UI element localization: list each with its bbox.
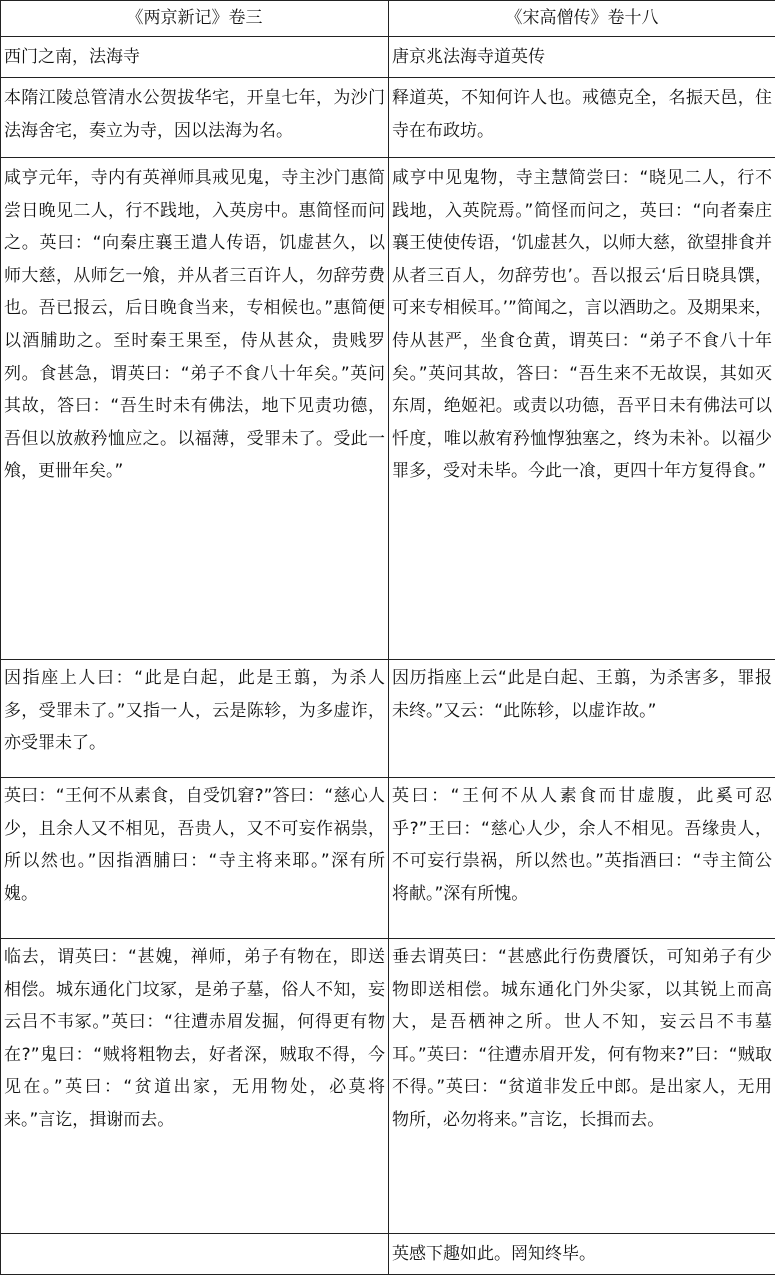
cell-left-empty [1,1234,389,1275]
cell-left: 英曰：“王何不从素食，自受饥窘?”答曰：“慈心人少，且余人又不相见，吾贵人，又不可妄作祸祟，所以然也。”因指酒脯曰：“寺主将来耶。”深有所媿。 [1,778,389,939]
cell-right: 释道英，不知何许人也。戒德克全，名振天邑，住寺在布政坊。 [389,78,775,158]
table-row [1,37,775,78]
cell-left: 咸亨元年，寺内有英禅师具戒见鬼，寺主沙门惠简尝日晚见二人，行不践地，入英房中。惠简怪而问之。英曰：“向秦庄襄王遣人传语，饥虚甚久，以师大慈，从师乞一飧，并从者三百许人，勿辞劳费也。吾已报云，后日晚食当来，专相候也。”惠简便以酒脯助之。至时秦王果至，侍从甚众，贵贱罗列。食甚急，谓英曰：“弟子不食八十年矣。”英问其故，答曰：“吾生时未有佛法，地下见责功德，吾但以放赦矜恤应之。以福薄，受罪未了。受此一飧，更卌年矣。” [1,158,389,660]
cell-right: 英感下趣如此。罔知终毕。 [389,1234,775,1275]
header-row [1,1,775,37]
header-right-source: 《宋高僧传》卷十八 [389,1,775,37]
header-left-source: 《两京新记》卷三 [1,1,389,37]
cell-left: 西门之南，法海寺 [1,37,389,78]
table-row [1,778,775,939]
table-row [1,939,775,1234]
table-row [1,78,775,158]
table-row [1,158,775,660]
table-row [1,1234,775,1275]
cell-left: 因指座上人曰：“此是白起，此是王翦，为杀人多，受罪未了。”又指一人，云是陈轸，为多虚诈，亦受罪未了。 [1,660,389,778]
cell-left: 临去，谓英曰：“甚媿，禅师，弟子有物在，即送相偿。城东通化门坟冢，是弟子墓，俗人不知，妄云吕不韦冢。”英曰：“往遭赤眉发掘，何得更有物在?”鬼曰：“贼将粗物去，好者深，贼取不得，今见在。”英曰：“贫道出家，无用物处，必莫将来。”言讫，揖谢而去。 [1,939,389,1234]
cell-right: 因历指座上云“此是白起、王翦，为杀害多，罪报未终。”又云：“此陈轸，以虚诈故。” [389,660,775,778]
table-row [1,660,775,778]
cell-right: 英曰：“王何不从人素食而甘虚腹，此奚可忍乎?”王曰：“慈心人少，余人不相见。吾缘贵人，不可妄行祟祸，所以然也。”英指酒曰：“寺主简公将献。”深有所愧。 [389,778,775,939]
cell-right: 垂去谓英曰：“甚感此行伤费餍饫，可知弟子有少物即送相偿。城东通化门外尖冢，以其锐上而高大，是吾栖神之所。世人不知，妄云吕不韦墓耳。”英曰：“往遭赤眉开发，何有物来?”曰：“贼取不得。”英曰：“贫道非发丘中郎。是出家人，无用物所，必勿将来。”言讫，长揖而去。 [389,939,775,1234]
cell-right: 唐京兆法海寺道英传 [389,37,775,78]
cell-right: 咸亨中见鬼物，寺主慧简尝曰：“晓见二人，行不践地，入英院焉。”简怪而问之，英曰：“向者秦庄襄王使使传语，‘饥虚甚久，以师大慈，欲望排食并从者三百人，勿辞劳也’。吾以报云‘后日晓具馔，可来专相候耳。’”简闻之，言以酒助之。及期果来，侍从甚严，坐食仓黄，谓英曰：“弟子不食八十年矣。”英问其故，答曰：“吾生来不无故误，其如灭东周，绝姬祀。或责以功德，吾平日未有佛法可以忏度，唯以赦宥矜恤惸独塞之，终为未补。以福少罪多，受对未毕。今此一飡，更四十年方复得食。” [389,158,775,660]
cell-left: 本隋江陵总管清水公贺拔华宅，开皇七年，为沙门法海舍宅，奏立为寺，因以法海为名。 [1,78,389,158]
